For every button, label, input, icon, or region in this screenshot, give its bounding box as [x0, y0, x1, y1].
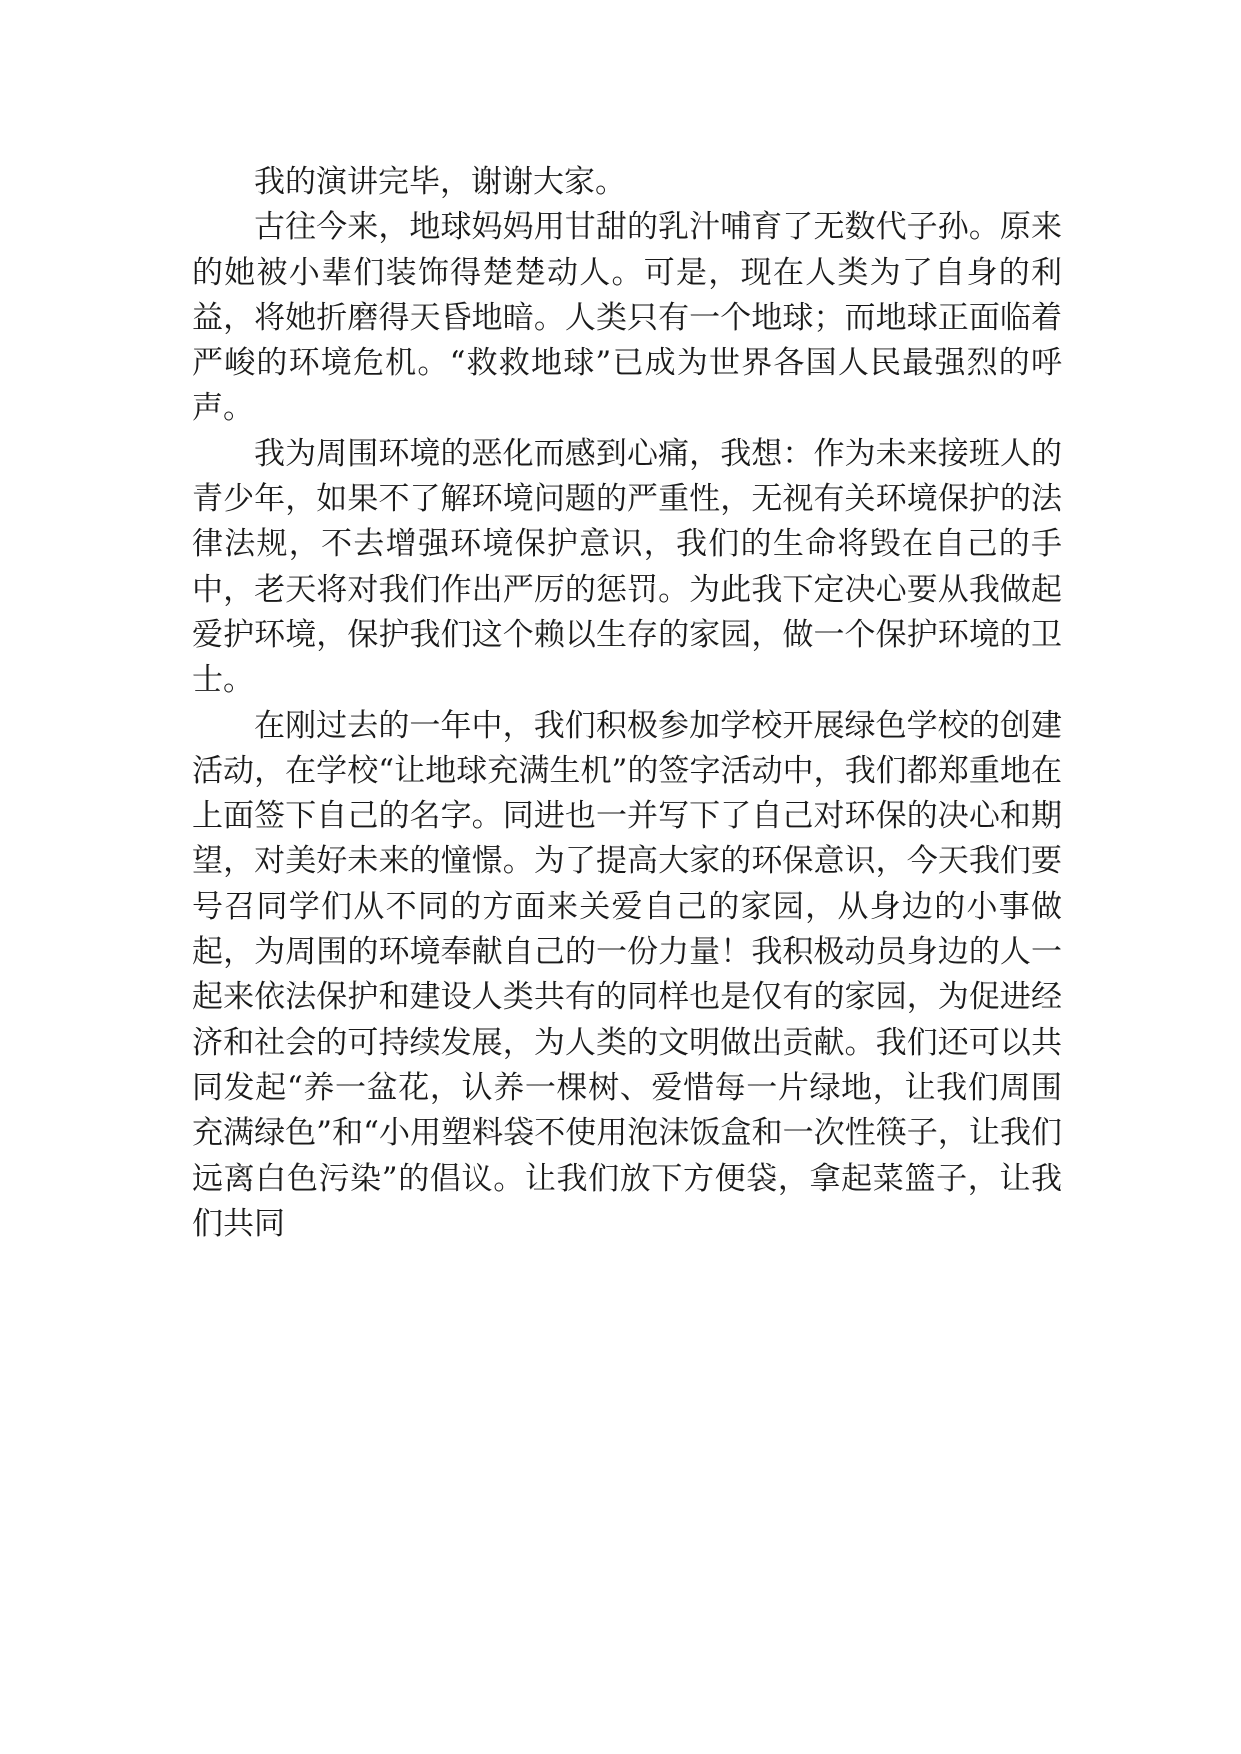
paragraph-closing-remark: 我的演讲完毕，谢谢大家。 — [254, 164, 626, 200]
paragraph-resolution: 我为周围环境的恶化而感到心痛，我想：作为未来接班人的青少年，如果不了解环境问题的严重性，无视有关环境保护的法律法规，不去增强环境保护意识，我们的生命将毁在自己的手中，老天将对我们作出严厉的惩罚。为此我下定决心要从我做起爱护环境，保护我们这个赖以生存的家园，做一个保护环境的卫士。 — [192, 435, 1062, 699]
paragraph-earth-crisis: 古往今来，地球妈妈用甘甜的乳汁哺育了无数代子孙。原来的她被小辈们装饰得楚楚动人。可是，现在人类为了自身的利益，将她折磨得天昏地暗。人类只有一个地球；而地球正面临着严峻的环境危机。“救救地球”已成为世界各国人民最强烈的呼声。 — [192, 209, 1062, 427]
document-body — [192, 160, 1062, 1247]
paragraph-green-school-activities: 在刚过去的一年中，我们积极参加学校开展绿色学校的创建活动，在学校“让地球充满生机”的签字活动中，我们都郑重地在上面签下自己的名字。同进也一并写下了自己对环保的决心和期望，对美好未来的憧憬。为了提高大家的环保意识，今天我们要号召同学们从不同的方面来关爱自己的家园，从身边的小事做起，为周围的环境奉献自己的一份力量！我积极动员身边的人一起来依法保护和建设人类共有的同样也是仅有的家园，为促进经济和社会的可持续发展，为人类的文明做出贡献。我们还可以共同发起“养一盆花，认养一棵树、爱惜每一片绿地，让我们周围充满绿色”和“小用塑料袋不使用泡沫饭盒和一次性筷子，让我们远离白色污染”的倡议。让我们放下方便袋，拿起菜篮子，让我们共同 — [192, 707, 1062, 1242]
